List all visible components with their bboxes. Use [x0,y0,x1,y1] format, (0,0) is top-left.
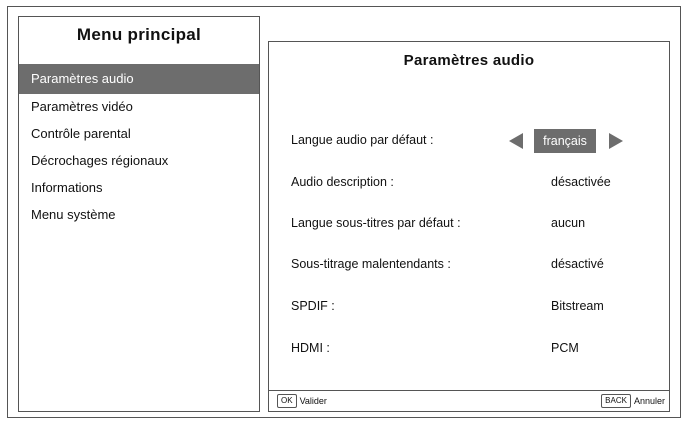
back-hint[interactable] [601,394,665,408]
menu-item-audio-settings[interactable]: Paramètres audio [19,64,259,94]
setting-label: SPDIF : [291,299,335,313]
main-menu-title: Menu principal [76,25,202,44]
ok-hint[interactable] [277,394,327,408]
setting-label: Sous-titrage malentendants : [291,257,451,271]
setting-label: Langue audio par défaut : [291,133,434,147]
main-menu-list [19,64,259,228]
setting-value: désactivé [551,257,604,271]
setting-row-hearing-impaired-subtitles[interactable] [291,253,661,277]
setting-row-default-subtitle-language[interactable] [291,212,661,236]
panel-title: Paramètres audio [403,52,535,69]
setting-value: Bitstream [551,299,604,313]
triangle-left-icon[interactable] [509,133,523,149]
setting-label: Audio description : [291,175,394,189]
setting-value: PCM [551,341,579,355]
setting-row-audio-description[interactable] [291,171,661,195]
setting-label: Langue sous-titres par défaut : [291,216,461,230]
menu-item-information[interactable]: Informations [31,180,103,195]
audio-settings-panel [268,41,670,412]
main-menu [18,16,260,412]
ok-key[interactable]: OK [277,394,297,408]
picker-value[interactable]: français [534,129,596,153]
setting-label: HDMI : [291,341,330,355]
setting-value: aucun [551,216,586,230]
audio-language-picker[interactable] [509,129,639,153]
setting-row-default-audio-language[interactable] [291,129,661,153]
menu-item-system-menu[interactable]: Menu système [31,207,116,222]
panel-footer [269,390,669,411]
setting-row-hdmi[interactable] [291,337,661,361]
menu-item-parental-control[interactable]: Contrôle parental [31,126,131,141]
menu-item-video-settings[interactable]: Paramètres vidéo [31,99,133,114]
menu-item-regional-opt-outs[interactable]: Décrochages régionaux [31,153,169,168]
setting-row-spdif[interactable] [291,295,661,319]
setting-value: désactivée [551,175,611,189]
ok-label: Valider [299,396,327,406]
triangle-right-icon[interactable] [609,133,623,149]
back-key[interactable]: BACK [601,394,631,408]
back-label: Annuler [633,396,665,406]
